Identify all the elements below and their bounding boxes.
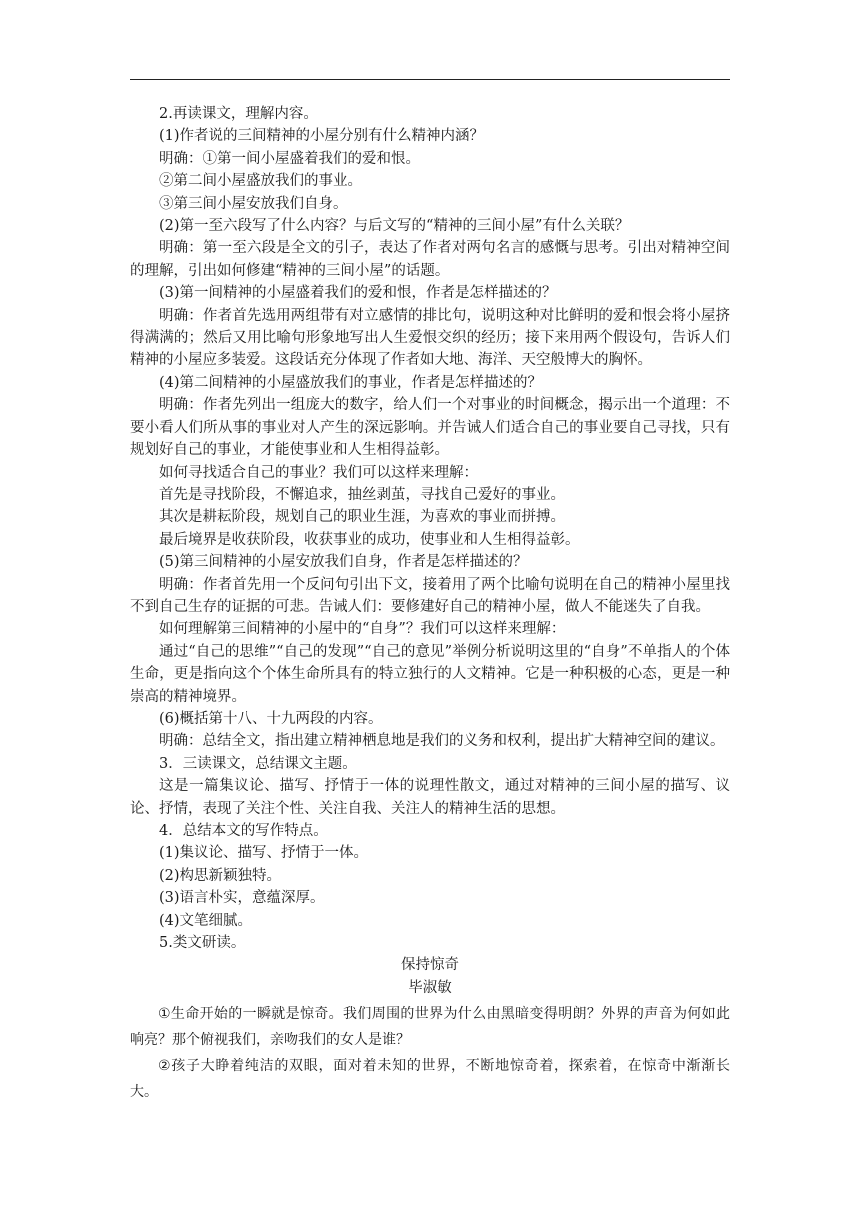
paragraph: 如何寻找适合自己的事业？我们可以这样来理解： [159, 464, 478, 481]
reading-title: 保持惊奇 [401, 957, 459, 974]
paragraph: (3)第一间精神的小屋盛着我们的爱和恨，作者是怎样描述的？ [159, 285, 557, 302]
paragraph: 明确：作者首先用一个反问句引出下文，接着用了两个比喻句说明在自己的精神小屋里找不到自己生存的证据的可悲。告诫人们：要修建好自己的精神小屋，做人不能迷失了自我。 [130, 576, 730, 615]
paragraph: 5.类文研读。 [159, 935, 246, 952]
reading-paragraph: ②孩子大睁着纯洁的双眼，面对着未知的世界，不断地惊奇着，探索着，在惊奇中渐渐长大。 [130, 1058, 730, 1101]
paragraph: 明确：作者首先选用两组带有对立感情的排比句，说明这种对比鲜明的爱和恨会将小屋挤得满满的；然后又用比喻句形象地写出人生爱恨交织的经历；接下来用两个假设句，告诉人们精神的小屋应多装爱。这段话充分体现了作者如大地、海洋、天空般博大的胸怀。 [130, 307, 730, 369]
paragraph: 首先是寻找阶段，不懈追求，抽丝剥茧，寻找自己爱好的事业。 [159, 486, 565, 503]
paragraph: 3．三读课文，总结课文主题。 [159, 755, 357, 772]
paragraph: 明确：①第一间小屋盛着我们的爱和恨。 [159, 150, 420, 167]
paragraph: 这是一篇集议论、描写、抒情于一体的说理性散文，通过对精神的三间小屋的描写、议论、抒情，表现了关注个性、关注自我、关注人的精神生活的思想。 [130, 778, 730, 817]
paragraph: 通过“自己的思维”“自己的发现”“自己的意见”举例分析说明这里的“自身”不单指人的个体生命，更是指向这个个体生命所具有的特立独行的人文精神。它是一种积极的心态，更是一种崇高的精神境界。 [130, 643, 730, 705]
paragraph: (1)作者说的三间精神的小屋分别有什么精神内涵？ [159, 128, 485, 145]
paragraph: 其次是耕耘阶段，规划自己的职业生涯，为喜欢的事业而拼搏。 [159, 509, 565, 526]
paragraph: 明确：作者先列出一组庞大的数字，给人们一个对事业的时间概念，揭示出一个道理：不要小看人们所从事的事业对人产生的深远影响。并告诫人们适合自己的事业要自己寻找，只有规划好自己的事业，才能使事业和人生相得益彰。 [130, 397, 730, 459]
paragraph: (1)集议论、描写、抒情于一体。 [159, 845, 369, 862]
paragraph: 2.再读课文，理解内容。 [159, 106, 318, 122]
document-body [130, 103, 730, 1105]
paragraph: 4．总结本文的写作特点。 [159, 823, 328, 839]
header-rule [130, 79, 730, 80]
paragraph: 明确：总结全文，指出建立精神栖息地是我们的义务和权利，提出扩大精神空间的建议。 [159, 733, 725, 750]
paragraph: (2)构思新颖独特。 [159, 867, 282, 884]
paragraph: (4)文笔细腻。 [159, 912, 253, 929]
paragraph: 最后境界是收获阶段，收获事业的成功，使事业和人生相得益彰。 [159, 531, 580, 548]
reading-paragraph: ①生命开始的一瞬就是惊奇。我们周围的世界为什么由黑暗变得明朗？外界的声音为何如此响亮？那个俯视我们，亲吻我们的女人是谁？ [130, 1006, 730, 1049]
paragraph: (6)概括第十八、十九两段的内容。 [159, 710, 383, 727]
paragraph: (5)第三间精神的小屋安放我们自身，作者是怎样描述的？ [159, 554, 528, 571]
paragraph: (4)第二间精神的小屋盛放我们的事业，作者是怎样描述的？ [159, 374, 543, 391]
paragraph: (3)语言朴实，意蕴深厚。 [159, 890, 325, 907]
reading-author: 毕淑敏 [408, 979, 452, 996]
paragraph: ②第二间小屋盛放我们的事业。 [159, 173, 362, 190]
paragraph: (2)第一至六段写了什么内容？与后文写的“精神的三间小屋”有什么关联？ [159, 218, 630, 235]
paragraph: 如何理解第三间精神的小屋中的“自身”？我们可以这样来理解： [159, 621, 566, 638]
paragraph: ③第三间小屋安放我们自身。 [159, 195, 348, 212]
paragraph: 明确：第一至六段是全文的引子，表达了作者对两句名言的感慨与思考。引出对精神空间的理解，引出如何修建“精神的三间小屋”的话题。 [130, 240, 730, 279]
